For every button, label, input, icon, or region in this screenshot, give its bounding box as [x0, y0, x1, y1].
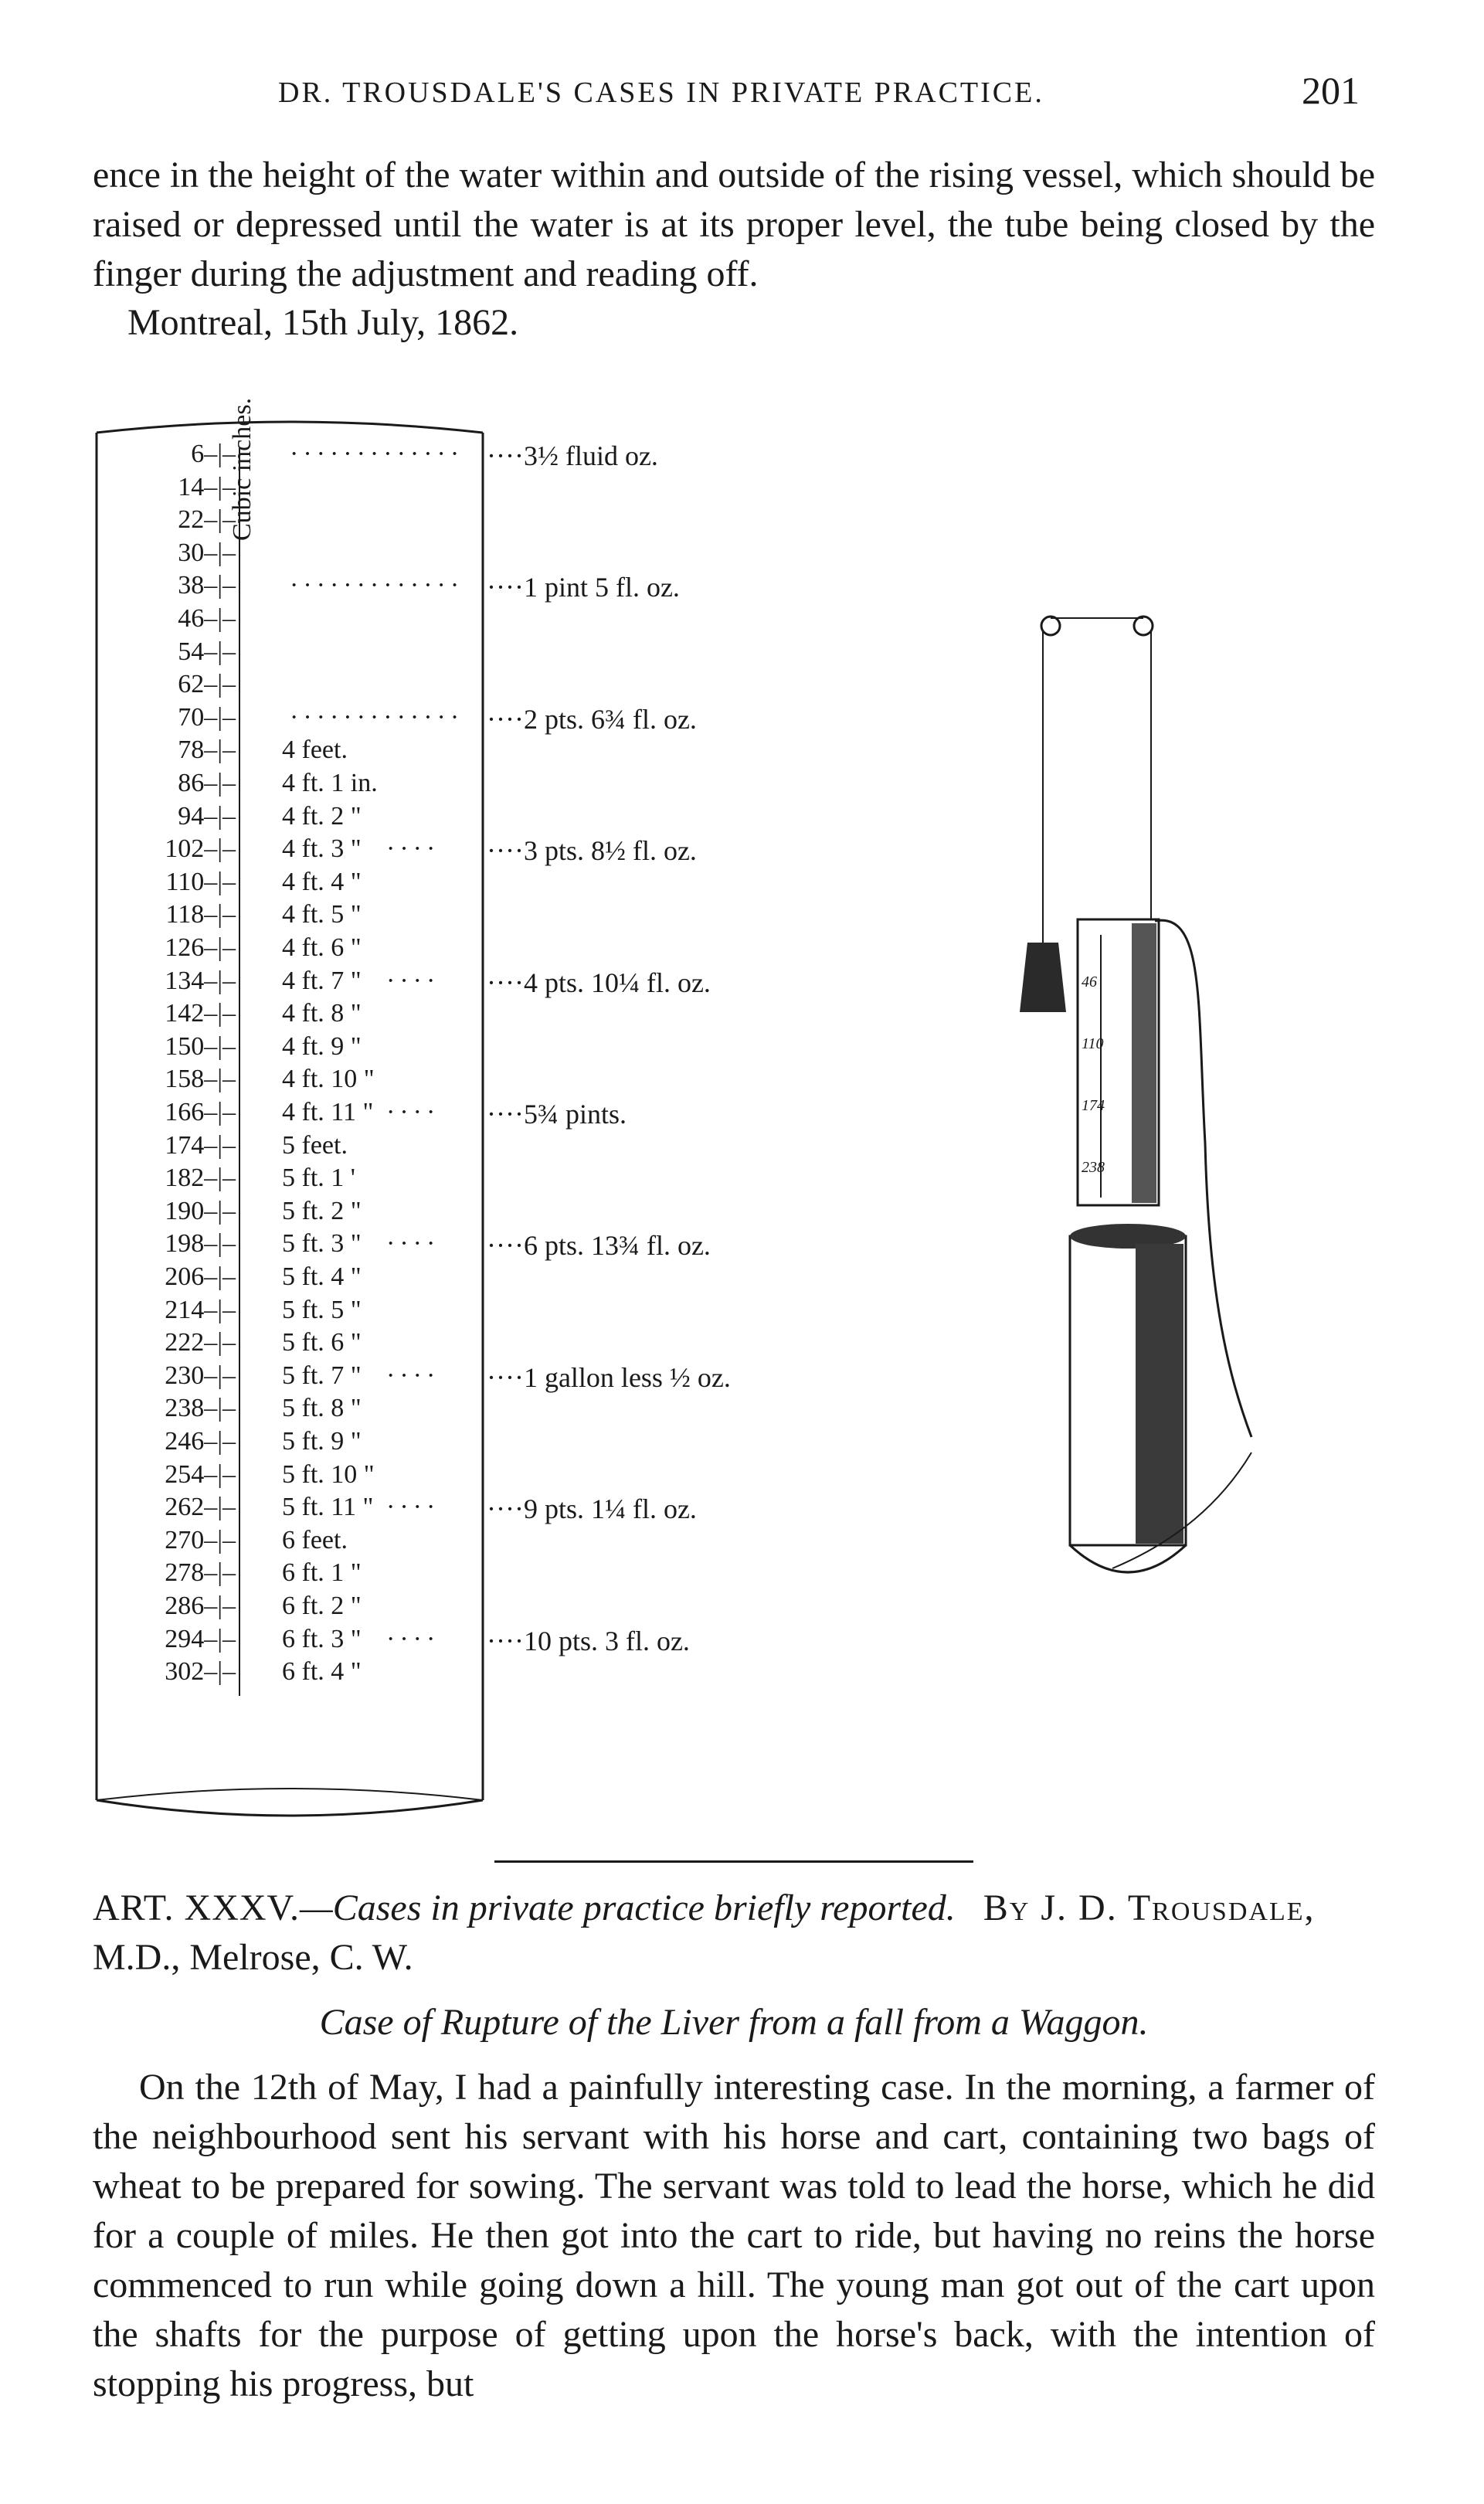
running-head: DR. TROUSDALE'S CASES IN PRIVATE PRACTICE.: [278, 76, 1044, 109]
gauge-height-label: 6 ft. 2 ": [282, 1592, 362, 1620]
gauge-tick-number: 254–|–: [165, 1459, 236, 1489]
gauge-height-label: 6 feet.: [282, 1525, 348, 1554]
leader-dots: ····: [386, 1624, 440, 1653]
gauge-tick-number: 14–|–: [178, 472, 236, 501]
gauge-tick-number: 270–|–: [165, 1525, 236, 1554]
page-number: 201: [1302, 69, 1360, 112]
leader-dots: ····: [386, 966, 440, 995]
gauge-height-label: 4 ft. 11 ": [282, 1098, 374, 1126]
gauge-illustration: [89, 397, 731, 1839]
gauge-tick-number: 238–|–: [165, 1394, 236, 1423]
gauge-tick-number: 182–|–: [165, 1164, 236, 1193]
gauge-tick-number: 134–|–: [165, 966, 236, 995]
gauge-tick-number: 206–|–: [165, 1262, 236, 1291]
vessel-mark: 238: [1082, 1159, 1105, 1176]
gauge-height-label: 6 ft. 3 ": [282, 1624, 362, 1653]
volume-label: ····5¾ pints.: [487, 1099, 627, 1130]
gauge-height-label: 4 ft. 9 ": [282, 1031, 362, 1061]
gauge-tick-number: 302–|–: [165, 1657, 236, 1687]
article-byline: By J. D. Trousdale,: [983, 1887, 1316, 1928]
gauge-tick-number: 246–|–: [165, 1427, 236, 1456]
leader-dots: ····: [386, 1098, 440, 1126]
gauge-tick-number: 214–|–: [165, 1295, 236, 1324]
gauge-height-label: 5 ft. 4 ": [282, 1262, 362, 1291]
leader-dots: ····: [386, 1229, 440, 1259]
gauge-height-label: 5 ft. 10 ": [282, 1459, 375, 1489]
gauge-tick-number: 158–|–: [165, 1065, 236, 1094]
apparatus-drawing: [973, 603, 1344, 1607]
article-heading: [93, 1884, 1375, 1982]
volume-label: ····1 pint 5 fl. oz.: [487, 572, 680, 603]
gauge-height-label: 5 ft. 11 ": [282, 1493, 374, 1522]
gauge-tick-number: 294–|–: [165, 1624, 236, 1653]
article-credentials: M.D., Melrose, C. W.: [93, 1937, 413, 1978]
gauge-tick-number: 54–|–: [178, 637, 236, 666]
gauge-tick-number: 6–|–: [191, 440, 236, 468]
gauge-height-label: 4 ft. 3 ": [282, 834, 362, 864]
signoff: Montreal, 15th July, 1862.: [127, 302, 519, 343]
gauge-tick-number: 262–|–: [165, 1493, 236, 1522]
gauge-tick-number: 110–|–: [165, 867, 236, 896]
gauge-height-label: 6 ft. 1 ": [282, 1558, 362, 1588]
volume-label: ····10 pts. 3 fl. oz.: [487, 1625, 690, 1656]
article-title: —Cases in private practice briefly reported.: [300, 1887, 956, 1928]
leader-dots: ····: [386, 1493, 440, 1522]
case-title: Case of Rupture of the Liver from a fall from a Waggon.: [319, 2002, 1149, 2043]
gauge-height-label: 4 ft. 5 ": [282, 900, 362, 929]
gauge-height-label: 5 ft. 1 ': [282, 1164, 355, 1193]
gauge-height-label: 5 ft. 2 ": [282, 1196, 362, 1225]
continuation-paragraph: ence in the height of the water within and outside of the rising vessel, which should be raised or depressed until the water is at its proper level, the tube being closed by the finger during the adjustment and reading off.: [93, 155, 1375, 294]
gauge-tick-number: 278–|–: [165, 1558, 236, 1588]
gauge-tick-number: 78–|–: [178, 736, 236, 765]
volume-label: ····4 pts. 10¼ fl. oz.: [487, 967, 711, 998]
gauge-tick-number: 62–|–: [178, 670, 236, 699]
pulley-right: [1134, 617, 1153, 635]
section-rule: [494, 1860, 973, 1863]
counterweight: [1020, 943, 1066, 1012]
gauge-tick-number: 30–|–: [178, 538, 236, 567]
gauge-tick-number: 142–|–: [165, 999, 236, 1028]
apparatus-illustration: [973, 603, 1344, 1607]
leader-dots: ····: [386, 1361, 440, 1390]
gauge-height-label: 5 ft. 5 ": [282, 1295, 362, 1324]
gauge-tick-number: 174–|–: [165, 1130, 236, 1160]
gauge-height-label: 6 ft. 4 ": [282, 1657, 362, 1687]
volume-label: ····3½ fluid oz.: [487, 440, 658, 471]
gauge-height-label: 5 ft. 7 ": [282, 1361, 362, 1390]
gauge-tick-number: 222–|–: [165, 1328, 236, 1357]
gauge-tick-number: 118–|–: [165, 900, 236, 929]
case-paragraph: On the 12th of May, I had a painfully interesting case. In the morning, a farmer of the neighbourhood sent his servant with his horse and cart, containing two bags of wheat to be prepared for sowing. The servant was told to lead the horse, which he did for a couple of miles. He then got into the cart to ride, but having no reins the horse commenced to run while going down a hill. The young man got out of the cart upon the shafts for the purpose of getting upon the horse's back, with the intention of stopping his progress, but: [93, 2067, 1375, 2404]
gauge-height-label: 4 ft. 8 ": [282, 999, 362, 1028]
gauge-tick-number: 38–|–: [178, 571, 236, 600]
gauge-height-label: 5 feet.: [282, 1130, 348, 1160]
leader-dots: ·············: [290, 440, 464, 468]
gauge-tick-number: 94–|–: [178, 801, 236, 831]
pulley-left: [1041, 617, 1060, 635]
gauge-height-label: 4 ft. 1 in.: [282, 769, 378, 797]
gauge-tick-number: 86–|–: [178, 769, 236, 797]
gauge-tick-number: 70–|–: [178, 702, 236, 732]
leader-dots: ·············: [290, 702, 464, 732]
gauge-height-label: 5 ft. 3 ": [282, 1229, 362, 1259]
vessel-mark: 46: [1082, 973, 1097, 990]
gauge-height-label: 5 ft. 9 ": [282, 1427, 362, 1456]
article-number: ART. XXXV.: [93, 1887, 301, 1928]
gauge-tick-number: 230–|–: [165, 1361, 236, 1390]
gauge-height-label: 4 ft. 10 ": [282, 1065, 375, 1094]
gauge-tick-number: 102–|–: [165, 834, 236, 864]
volume-label: ····2 pts. 6¾ fl. oz.: [487, 703, 697, 735]
gauge-tick-number: 46–|–: [178, 604, 236, 633]
gauge-height-label: 5 ft. 8 ": [282, 1394, 362, 1423]
volume-label: ····3 pts. 8½ fl. oz.: [487, 835, 697, 867]
vessel-mark: 174: [1082, 1097, 1105, 1114]
gauge-tick-number: 22–|–: [178, 505, 236, 535]
gauge-tick-number: 190–|–: [165, 1196, 236, 1225]
gauge-height-label: 4 ft. 7 ": [282, 966, 362, 995]
gauge-tick-number: 150–|–: [165, 1031, 236, 1061]
volume-label: ····6 pts. 13¾ fl. oz.: [487, 1230, 711, 1262]
gauge-height-label: 5 ft. 6 ": [282, 1328, 362, 1357]
volume-label: ····9 pts. 1¼ fl. oz.: [487, 1493, 697, 1525]
cubic-inches-label: Cubic inches.: [228, 397, 256, 541]
gauge-height-label: 4 ft. 6 ": [282, 933, 362, 962]
gauge-tick-number: 126–|–: [165, 933, 236, 962]
gauge-tick-number: 198–|–: [165, 1229, 236, 1259]
volume-label: ····1 gallon less ½ oz.: [487, 1361, 731, 1393]
gauge-height-label: 4 ft. 4 ": [282, 867, 362, 896]
leader-dots: ·············: [290, 571, 464, 600]
gauge-height-label: 4 ft. 2 ": [282, 801, 362, 831]
gauge-height-label: 4 feet.: [282, 736, 348, 765]
leader-dots: ····: [386, 834, 440, 864]
gauge-tick-number: 286–|–: [165, 1592, 236, 1620]
vessel-mark: 110: [1082, 1035, 1104, 1052]
page-header: [93, 68, 1360, 122]
gauge-tick-number: 166–|–: [165, 1098, 236, 1126]
